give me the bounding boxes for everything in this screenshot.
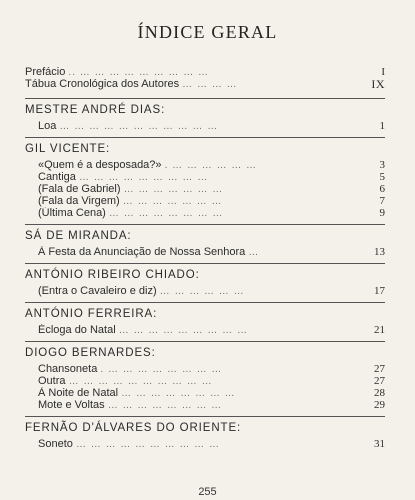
section-heading: DIOGO BERNARDES: [25, 347, 156, 359]
section-heading: SÁ DE MIRANDA: [25, 230, 132, 242]
toc-section [25, 416, 385, 450]
toc-entry[interactable] [25, 246, 385, 258]
toc-entry-page: 29 [370, 399, 385, 411]
leader-dots: … … … … … … … … … … [68, 376, 213, 387]
toc-entry-label: Prefácio [25, 66, 66, 78]
toc-entry-label: Loa [38, 120, 57, 132]
toc-entry-label: À Noite de Natal [38, 387, 119, 399]
toc-entry-page: 28 [370, 387, 385, 399]
section-divider [25, 341, 385, 342]
toc-entry-label: Cantiga [38, 171, 76, 183]
leader-dots: … … … … … … [159, 286, 245, 297]
toc-section [25, 302, 385, 336]
leader-dots: … … … … … … … … … … … [59, 121, 219, 132]
toc-entry-page: 13 [370, 246, 385, 258]
toc-entry-label: Soneto [38, 438, 73, 450]
toc-entry[interactable] [25, 375, 385, 387]
toc-entry[interactable] [25, 438, 385, 450]
leader-dots: .. … … … … … … … … … [68, 67, 209, 78]
leader-dots: … … … … … … … … … [78, 172, 209, 183]
toc-entry-page: 5 [376, 171, 386, 183]
toc-entry[interactable] [25, 363, 385, 375]
toc-entry-page: 21 [370, 324, 385, 336]
toc-entry-label: (Fala da Virgem) [38, 195, 120, 207]
section-divider [25, 263, 385, 264]
toc-entry-label: Mote e Voltas [38, 399, 105, 411]
toc-entry[interactable] [25, 207, 385, 219]
toc-entry[interactable] [25, 399, 385, 411]
toc-entry-prefacio[interactable] [25, 66, 385, 78]
section-heading: ANTÓNIO RIBEIRO CHIADO: [25, 269, 200, 281]
toc-entry-page: 27 [370, 375, 385, 387]
toc-entry[interactable] [25, 171, 385, 183]
leader-dots: … … … … … … … [123, 184, 224, 195]
toc-entry[interactable] [25, 159, 385, 171]
page-number: 255 [198, 486, 217, 498]
toc-entry-page: 27 [370, 363, 385, 375]
section-divider [25, 137, 385, 138]
toc-entry-page: I [377, 66, 385, 78]
toc-entry[interactable] [25, 120, 385, 132]
toc-entry-page: 17 [370, 285, 385, 297]
toc-entry-label: Outra [38, 375, 66, 387]
toc-section [25, 263, 385, 297]
section-divider [25, 302, 385, 303]
leader-dots: … … … … … … … … [121, 388, 236, 399]
toc-entry-label: (Entra o Cavaleiro e diz) [38, 285, 157, 297]
section-heading: GIL VICENTE: [25, 143, 111, 155]
toc-entry-label: (Fala de Gabriel) [38, 183, 121, 195]
section-heading: ANTÓNIO FERREIRA: [25, 308, 158, 320]
toc-entry-label: Écloga do Natal [38, 324, 116, 336]
leader-dots: . … … … … … … [164, 160, 258, 171]
section-heading: MESTRE ANDRÉ DIAS: [25, 104, 166, 116]
toc-section [25, 224, 385, 258]
toc-entry-tabua[interactable] [25, 78, 385, 90]
toc-entry-page: 9 [376, 207, 386, 219]
toc-entry[interactable] [25, 324, 385, 336]
toc-entry-page: 3 [376, 159, 386, 171]
toc-entry[interactable] [25, 387, 385, 399]
toc-section [25, 341, 385, 411]
leader-dots: … … … … … … … … [107, 400, 223, 411]
toc-entry[interactable] [25, 285, 385, 297]
toc-entry-page: 31 [370, 438, 385, 450]
toc-entry-page: 6 [376, 183, 386, 195]
toc-section [25, 137, 385, 219]
section-divider [25, 416, 385, 417]
leader-dots: … … … … … … … … … … [75, 439, 220, 450]
toc-entry-label: (Última Cena) [38, 207, 106, 219]
table-of-contents [25, 66, 385, 450]
toc-entry-page: 1 [376, 120, 386, 132]
toc-entry-label: Tábua Cronológica dos Autores [25, 78, 180, 90]
leader-dots: . … … … … … … … … [100, 364, 223, 375]
leader-dots: … … … … … … … … … [118, 325, 248, 336]
toc-entry-label: Chansoneta [38, 363, 98, 375]
toc-entry-page: 7 [376, 195, 386, 207]
toc-entry[interactable] [25, 183, 385, 195]
leader-dots: … … … … … … … … [108, 208, 224, 219]
toc-entry-label: «Quem é a desposada?» [38, 159, 162, 171]
toc-entry[interactable] [25, 195, 385, 207]
toc-section [25, 98, 385, 132]
section-divider [25, 98, 385, 99]
section-divider [25, 224, 385, 225]
front-matter [25, 66, 385, 90]
page-title: ÍNDICE GERAL [137, 22, 278, 42]
leader-dots: … [248, 247, 260, 258]
toc-entry-page: IX [367, 78, 385, 90]
leader-dots: … … … … [182, 79, 238, 90]
section-heading: FERNÃO D'ÁLVARES DO ORIENTE: [25, 422, 242, 434]
leader-dots: … … … … … … … [122, 196, 223, 207]
toc-entry-label: À Festa da Anunciação de Nossa Senhora [38, 246, 246, 258]
